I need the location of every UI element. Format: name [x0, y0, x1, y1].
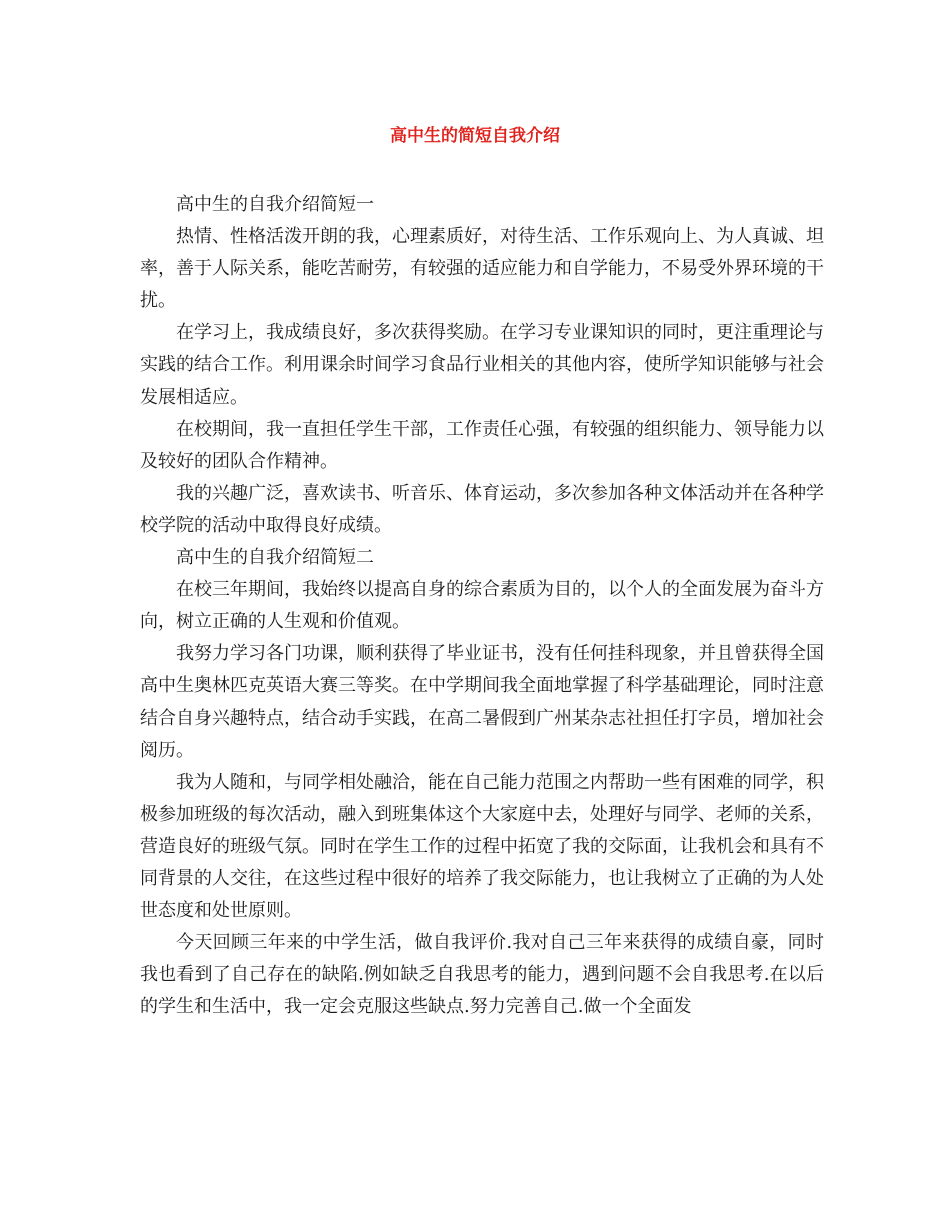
- paragraph: 我努力学习各门功课，顺利获得了毕业证书，没有任何挂科现象，并且曾获得全国高中生奥林匹克英语大赛三等奖。在中学期间我全面地掌握了科学基础理论，同时注意结合自身兴趣特点，结合动手实践，在高二暑假到广州某杂志社担任打字员，增加社会阅历。: [140, 643, 824, 761]
- section-heading-2: 高中生的自我介绍简短二: [176, 547, 374, 569]
- document-title: 高中生的简短自我介绍: [390, 126, 560, 146]
- paragraph: 在校三年期间，我始终以提高自身的综合素质为目的，以个人的全面发展为奋斗方向，树立正确的人生观和价值观。: [140, 579, 824, 633]
- paragraph: 在校期间，我一直担任学生干部，工作责任心强，有较强的组织能力、领导能力以及较好的团队合作精神。: [140, 418, 824, 472]
- document-body: [140, 189, 824, 1023]
- paragraph: 我为人随和，与同学相处融洽，能在自己能力范围之内帮助一些有困难的同学，积极参加班级的每次活动，融入到班集体这个大家庭中去，处理好与同学、老师的关系，营造良好的班级气氛。同时在学生工作的过程中拓宽了我的交际面，让我机会和具有不同背景的人交往，在这些过程中很好的培养了我交际能力，也让我树立了正确的为人处世态度和处世原则。: [140, 771, 824, 922]
- paragraph: 热情、性格活泼开朗的我，心理素质好，对待生活、工作乐观向上、为人真诚、坦率，善于人际关系，能吃苦耐劳，有较强的适应能力和自学能力，不易受外界环境的干扰。: [140, 226, 824, 312]
- paragraph: 我的兴趣广泛，喜欢读书、听音乐、体育运动，多次参加各种文体活动并在各种学校学院的活动中取得良好成绩。: [140, 482, 824, 536]
- paragraph: 在学习上，我成绩良好，多次获得奖励。在学习专业课知识的同时，更注重理论与实践的结合工作。利用课余时间学习食品行业相关的其他内容，使所学知识能够与社会发展相适应。: [140, 322, 824, 408]
- paragraph: 今天回顾三年来的中学生活，做自我评价.我对自己三年来获得的成绩自豪，同时我也看到了自己存在的缺陷.例如缺乏自我思考的能力，遇到问题不会自我思考.在以后的学生和生活中，我一定会克服这些缺点.努力完善自己.做一个全面发: [140, 932, 824, 1018]
- section-heading-1: 高中生的自我介绍简短一: [176, 194, 374, 215]
